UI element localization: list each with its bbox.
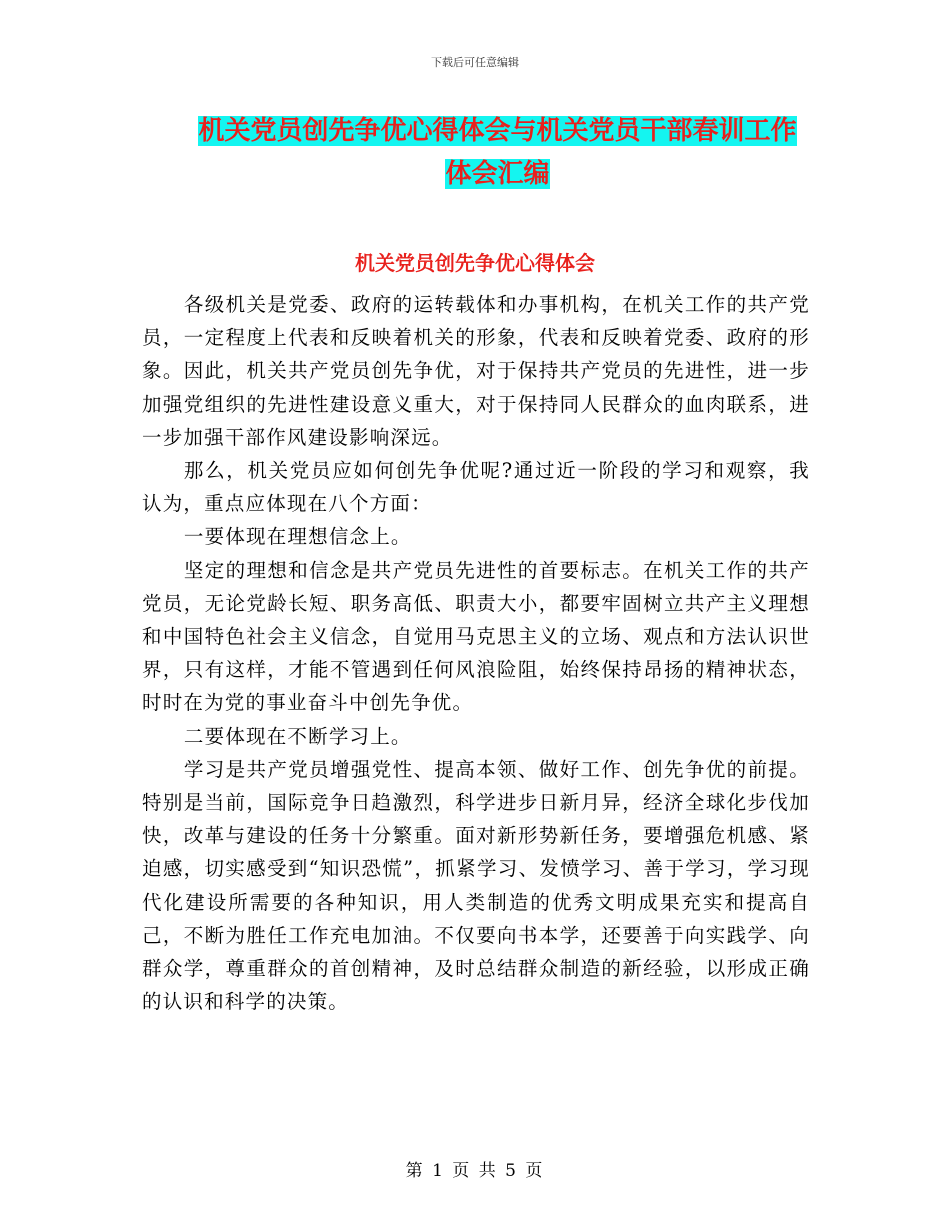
body-text	[142, 288, 810, 1018]
paragraph: 各级机关是党委、政府的运转载体和办事机构，在机关工作的共产党员，一定程度上代表和反映着机关的形象，代表和反映着党委、政府的形象。因此，机关共产党员创先争优，对于保持共产党员的先进性，进一步加强党组织的先进性建设意义重大，对于保持同人民群众的血肉联系，进一步加强干部作风建设影响深远。	[142, 293, 810, 449]
paragraph: 坚定的理想和信念是共产党员先进性的首要标志。在机关工作的共产党员，无论党龄长短、职务高低、职责大小，都要牢固树立共产主义理想和中国特色社会主义信念，自觉用马克思主义的立场、观点和方法认识世界，只有这样，才能不管遇到任何风浪险阻，始终保持昂扬的精神状态，时时在为党的事业奋斗中创先争优。	[142, 558, 810, 715]
header-note: 下载后可任意编辑	[431, 56, 519, 69]
paragraph: 二要体现在不断学习上。	[183, 724, 412, 748]
document-title-line-2: 体会汇编	[445, 159, 550, 189]
document-title	[190, 110, 805, 196]
document-title-line-1: 机关党员创先争优心得体会与机关党员干部春训工作	[198, 116, 797, 146]
paragraph: 学习是共产党员增强党性、提高本领、做好工作、创先争优的前提。特别是当前，国际竞争日趋激烈，科学进步日新月异，经济全球化步伐加快，改革与建设的任务十分繁重。面对新形势新任务，要增强危机感、紧迫感，切实感受到“知识恐慌”，抓紧学习、发愤学习、善于学习，学习现代化建设所需要的各种知识，用人类制造的优秀文明成果充实和提高自己，不断为胜任工作充电加油。不仅要向书本学，还要善于向实践学、向群众学，尊重群众的首创精神，及时总结群众制造的新经验，以形成正确的认识和科学的决策。	[142, 757, 810, 1014]
paragraph: 那么，机关党员应如何创先争优呢?通过近一阶段的学习和观察，我认为，重点应体现在八个方面：	[142, 459, 810, 516]
section-title: 机关党员创先争优心得体会	[355, 251, 595, 275]
paragraph: 一要体现在理想信念上。	[183, 525, 412, 549]
page-footer: 第 1 页 共 5 页	[405, 1161, 545, 1181]
